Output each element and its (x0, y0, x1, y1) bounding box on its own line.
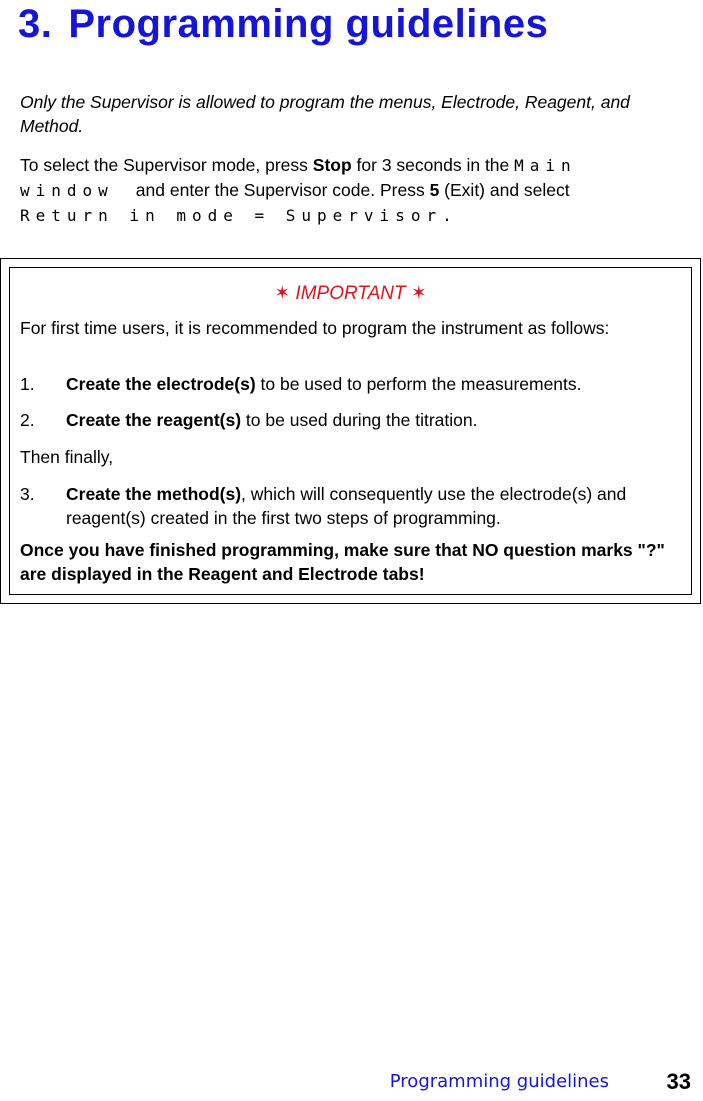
exit-key: 5 (429, 180, 440, 200)
section-title: Programming guidelines (68, 2, 549, 46)
then-finally: Then finally, (20, 447, 114, 467)
page-heading (18, 2, 548, 47)
step-bold: Create the electrode(s) (66, 374, 256, 394)
step-text: to be used to perform the measurements. (255, 374, 582, 394)
section-number: 3. (18, 2, 53, 46)
supervisor-note: Only the Supervisor is allowed to program the menus, Electrode, Reagent, and Method. (20, 92, 630, 136)
important-box-inner (9, 267, 692, 595)
step-2 (20, 408, 690, 432)
instr-text-3: and enter the Supervisor code. Press (135, 180, 430, 200)
step-1 (20, 372, 690, 396)
instr-text-4: (Exit) and select (439, 180, 570, 200)
step-number: 1. (20, 374, 35, 394)
step-number: 3. (20, 484, 35, 504)
footer-section-label: Programming guidelines (389, 1071, 609, 1092)
step-number: 2. (20, 410, 35, 430)
final-warning: Once you have finished programming, make sure that NO question marks "?" are displayed in the Reagent and Electrode tabs! (20, 540, 665, 584)
page-footer (0, 1071, 703, 1101)
instr-text-2: for 3 seconds in the (351, 155, 515, 175)
return-mode-label: Return in mode = Supervisor. (20, 206, 458, 225)
step-3 (20, 482, 690, 530)
important-title: ✶ IMPORTANT ✶ (274, 283, 427, 304)
step-bold: Create the reagent(s) (66, 410, 242, 430)
main-window-label-2: window (20, 181, 114, 200)
important-box (0, 258, 701, 604)
page-number: 33 (666, 1069, 691, 1094)
step-text: , which will consequently use the electrode(s) and reagent(s) created in the first two steps of programming. (66, 484, 627, 528)
stop-key: Stop (312, 155, 352, 175)
supervisor-mode-instructions (20, 153, 690, 228)
important-intro: For first time users, it is recommended to program the instrument as follows: (20, 318, 610, 338)
instr-text-1: To select the Supervisor mode, press (20, 155, 313, 175)
step-text: to be used during the titration. (241, 410, 478, 430)
step-bold: Create the method(s) (66, 484, 242, 504)
main-window-label-1: Main (514, 156, 577, 175)
